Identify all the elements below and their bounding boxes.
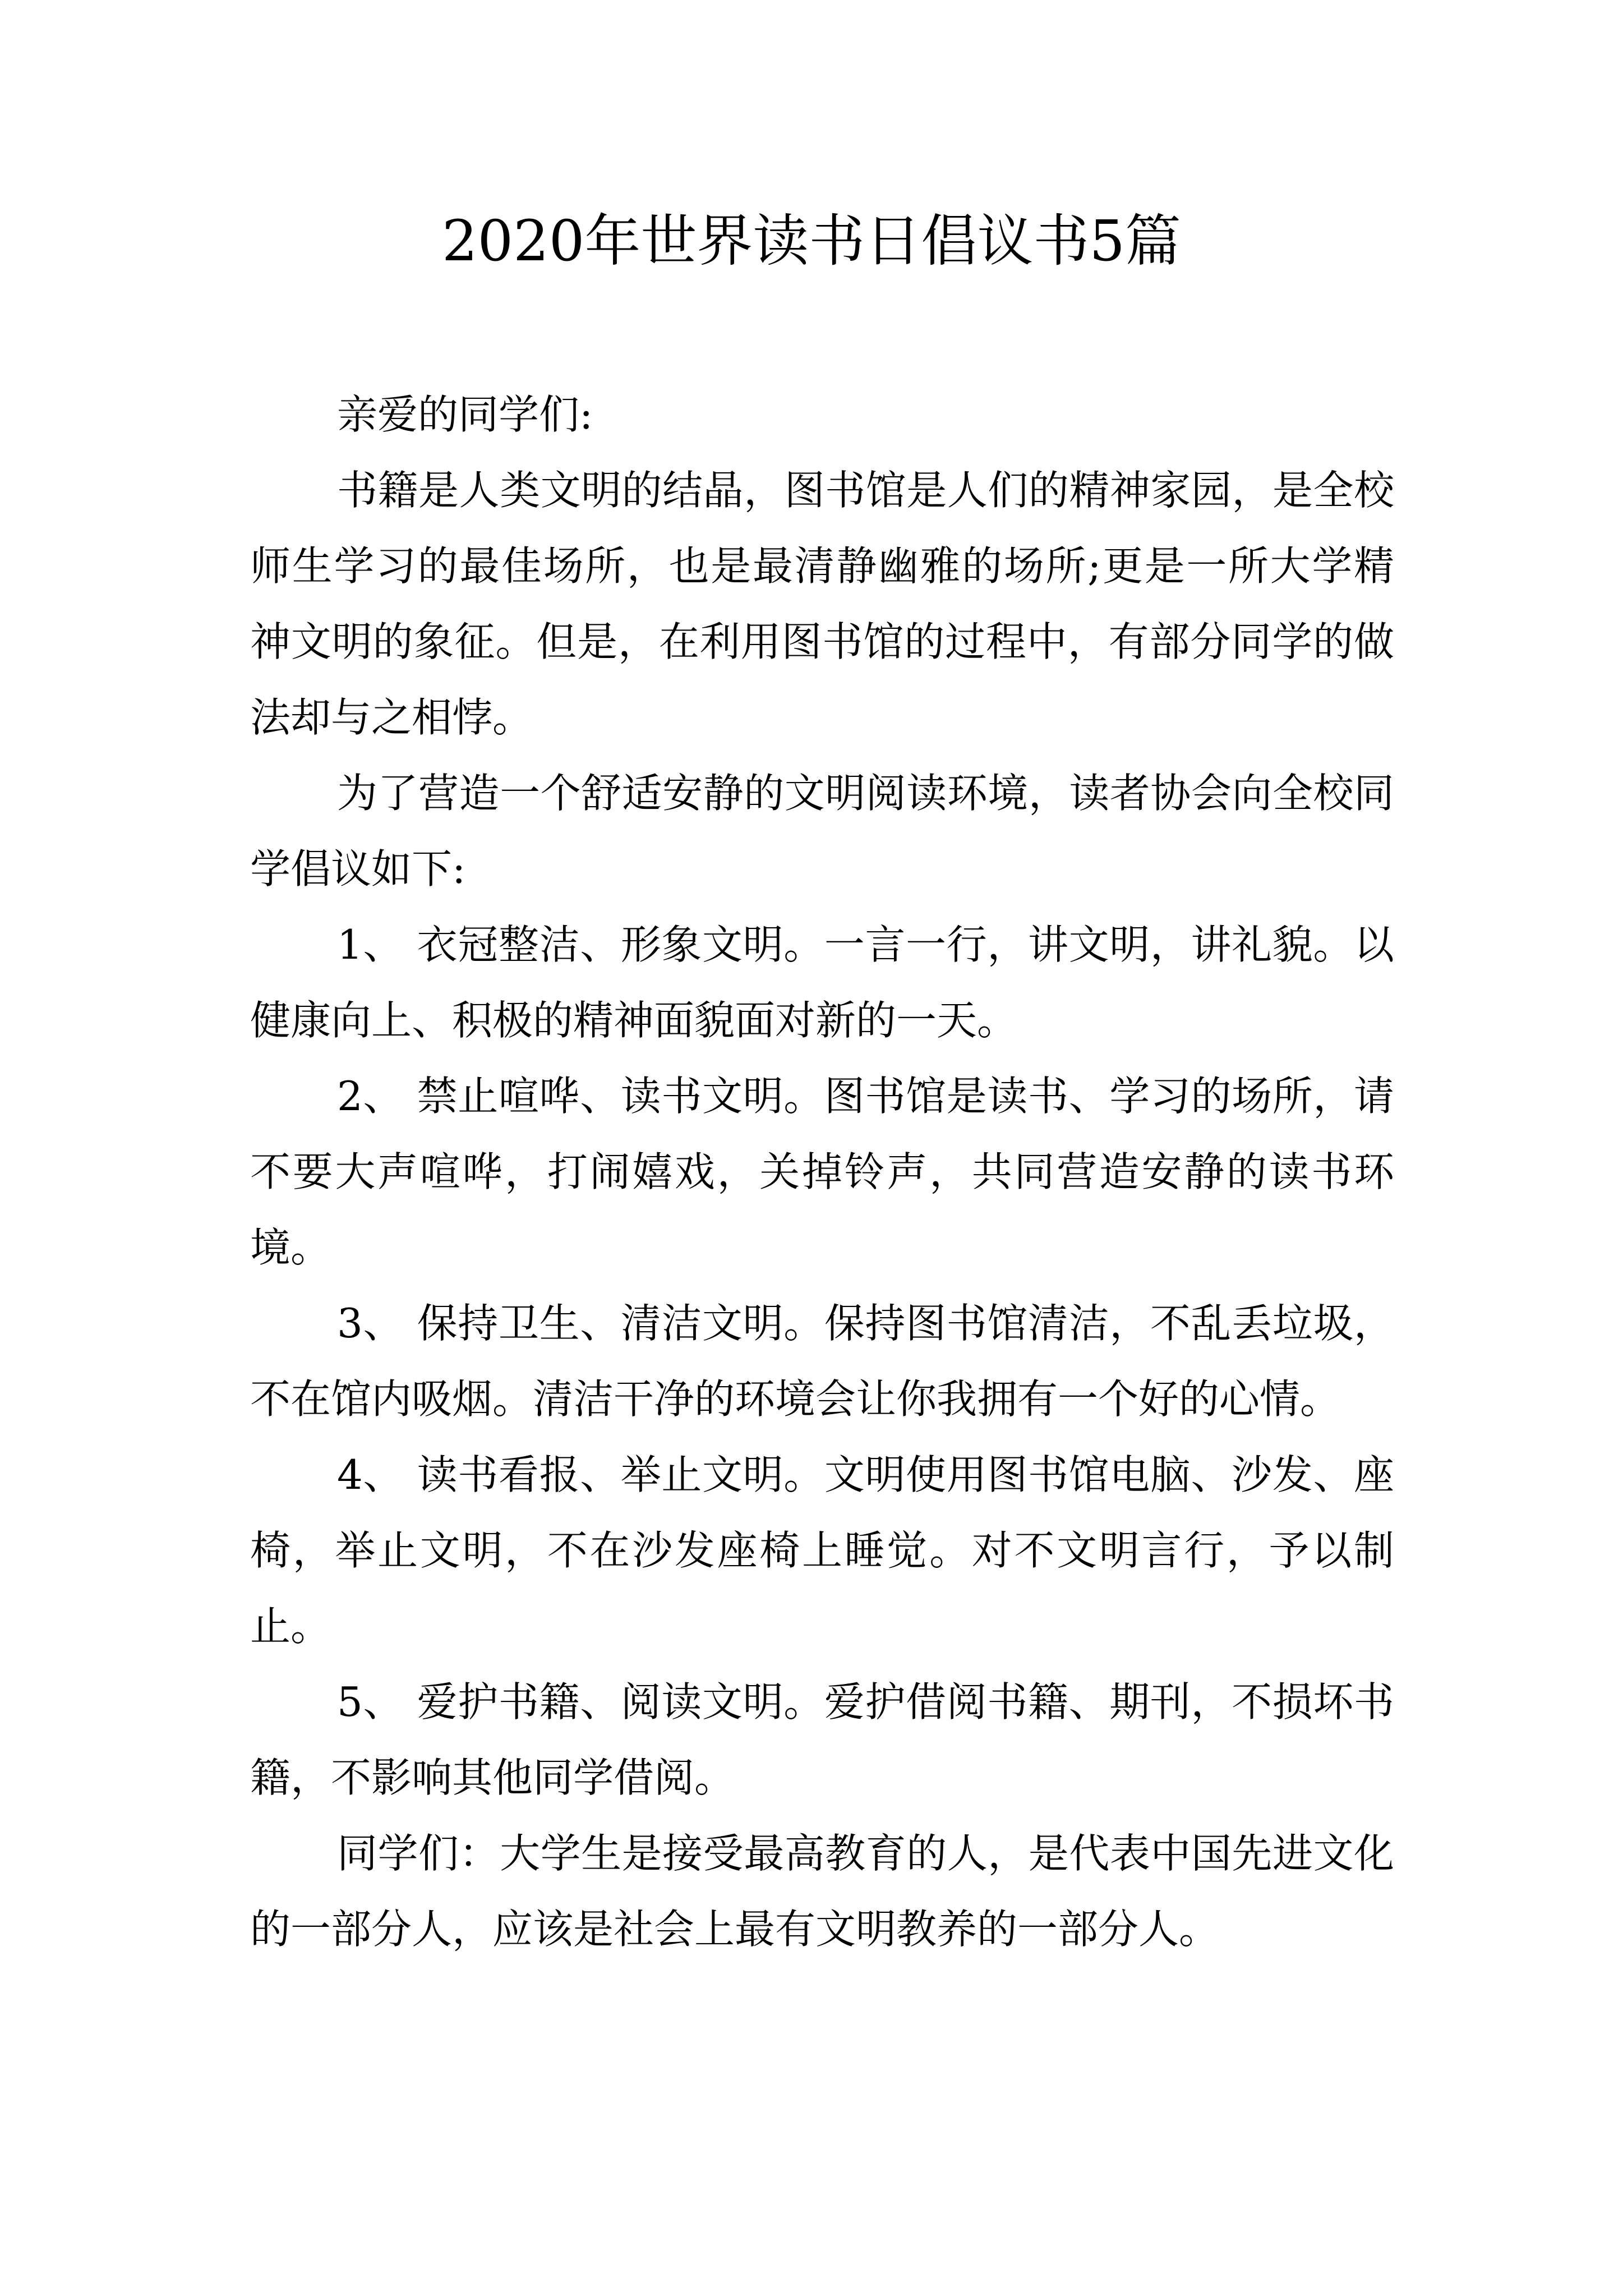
proposal-item-2: 2、 禁止喧哗、读书文明。图书馆是读书、学习的场所，请不要大声喧哗，打闹嬉戏，关掉铃声，共同营造安静的读书环境。 [250,1073,1394,1271]
closing-paragraph: 同学们：大学生是接受最高教育的人，是代表中国先进文化的一部分人，应该是社会上最有文明教养的一部分人。 [250,1830,1394,1953]
proposal-item-4: 4、 读书看报、举止文明。文明使用图书馆电脑、沙发、座椅，举止文明，不在沙发座椅上睡觉。对不文明言行，予以制止。 [250,1451,1394,1650]
purpose-paragraph: 为了营造一个舒适安静的文明阅读环境，读者协会向全校同学倡议如下: [250,770,1394,892]
intro-paragraph: 书籍是人类文明的结晶，图书馆是人们的精神家园，是全校师生学习的最佳场所，也是最清静幽雅的场所;更是一所大学精神文明的象征。但是，在利用图书馆的过程中，有部分同学的做法却与之相悖。 [250,467,1394,741]
proposal-item-1: 1、 衣冠整洁、形象文明。一言一行，讲文明，讲礼貌。以健康向上、积极的精神面貌面对新的一天。 [250,921,1394,1044]
salutation-paragraph: 亲爱的同学们: [337,391,593,438]
proposal-item-5: 5、 爱护书籍、阅读文明。爱护借阅书籍、期刊，不损坏书籍，不影响其他同学借阅。 [250,1678,1394,1801]
document-title: 2020年世界读书日倡议书5篇 [441,208,1182,274]
document-body [250,377,1394,1967]
proposal-item-3: 3、 保持卫生、清洁文明。保持图书馆清洁，不乱丢垃圾，不在馆内吸烟。清洁干净的环境会让你我拥有一个好的心情。 [250,1300,1394,1423]
